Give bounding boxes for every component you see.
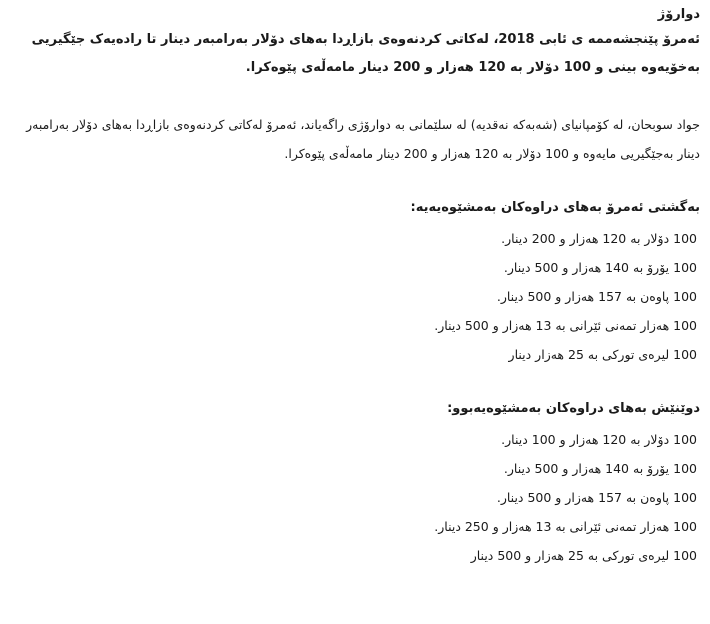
rate-item: 100 یۆرۆ بە 140 هەزار و 500 دینار. xyxy=(503,260,697,275)
rate-item: 100 پاوەن بە 157 هەزار و 500 دینار. xyxy=(496,289,697,304)
rate-item: 100 لیرەی تورکی بە 25 هەزار دینار xyxy=(508,347,697,362)
rate-item: 100 پاوەن بە 157 هەزار و 500 دینار. xyxy=(496,490,697,505)
rate-item: 100 هەزار تمەنی ئێرانی بە 13 هەزار و 250 دینار. xyxy=(434,519,697,534)
article-body: جواد سوبحان، لە کۆمپانیای (شەبەکە نەقدیە) لە سلێمانی بە دوارۆژی راگەیاند، ئەمرۆ لەکاتی کردنەوەی بازاڕدا بەهای دۆلار بەرامبەر دینار بەجێگیریی مایەوە و 100 دۆلار بە 120 هەزار و 200 دینار مامەڵەی پێوەکرا. xyxy=(26,117,700,161)
rate-item: 100 هەزار تمەنی ئێرانی بە 13 هەزار و 500 دینار. xyxy=(434,318,697,333)
rate-item: 100 دۆلار بە 120 هەزار و 200 دینار. xyxy=(501,231,697,246)
source-kicker: دوارۆژ xyxy=(657,7,700,22)
rate-item: 100 دۆلار بە 120 هەزار و 100 دینار. xyxy=(501,432,697,447)
spacer xyxy=(12,369,700,395)
spacer xyxy=(12,168,700,194)
yesterday-rates-heading: دوێنێش بەهای دراوەکان بەمشێوەیەبوو: xyxy=(447,401,700,416)
today-rates-list xyxy=(12,224,700,369)
rate-item: 100 لیرەی تورکی بە 25 هەزار و 500 دینار xyxy=(470,548,697,563)
article-headline: ئەمرۆ پێنجشەممە ی ئابی 2018، لەکاتی کردنەوەی بازاڕدا بەهای دۆلار بەرامبەر دینار تا رادەیەک جێگیریی بەخۆیەوە بینی و 100 دۆلار بە 120 هەزار و 200 دینار مامەڵەی پێوەکرا. xyxy=(31,32,700,75)
yesterday-rates-list xyxy=(12,425,700,570)
rate-item: 100 یۆرۆ بە 140 هەزار و 500 دینار. xyxy=(503,461,697,476)
today-rates-heading: بەگشتی ئەمرۆ بەهای دراوەکان بەمشێوەیەیە: xyxy=(410,200,700,215)
spacer xyxy=(12,82,700,110)
